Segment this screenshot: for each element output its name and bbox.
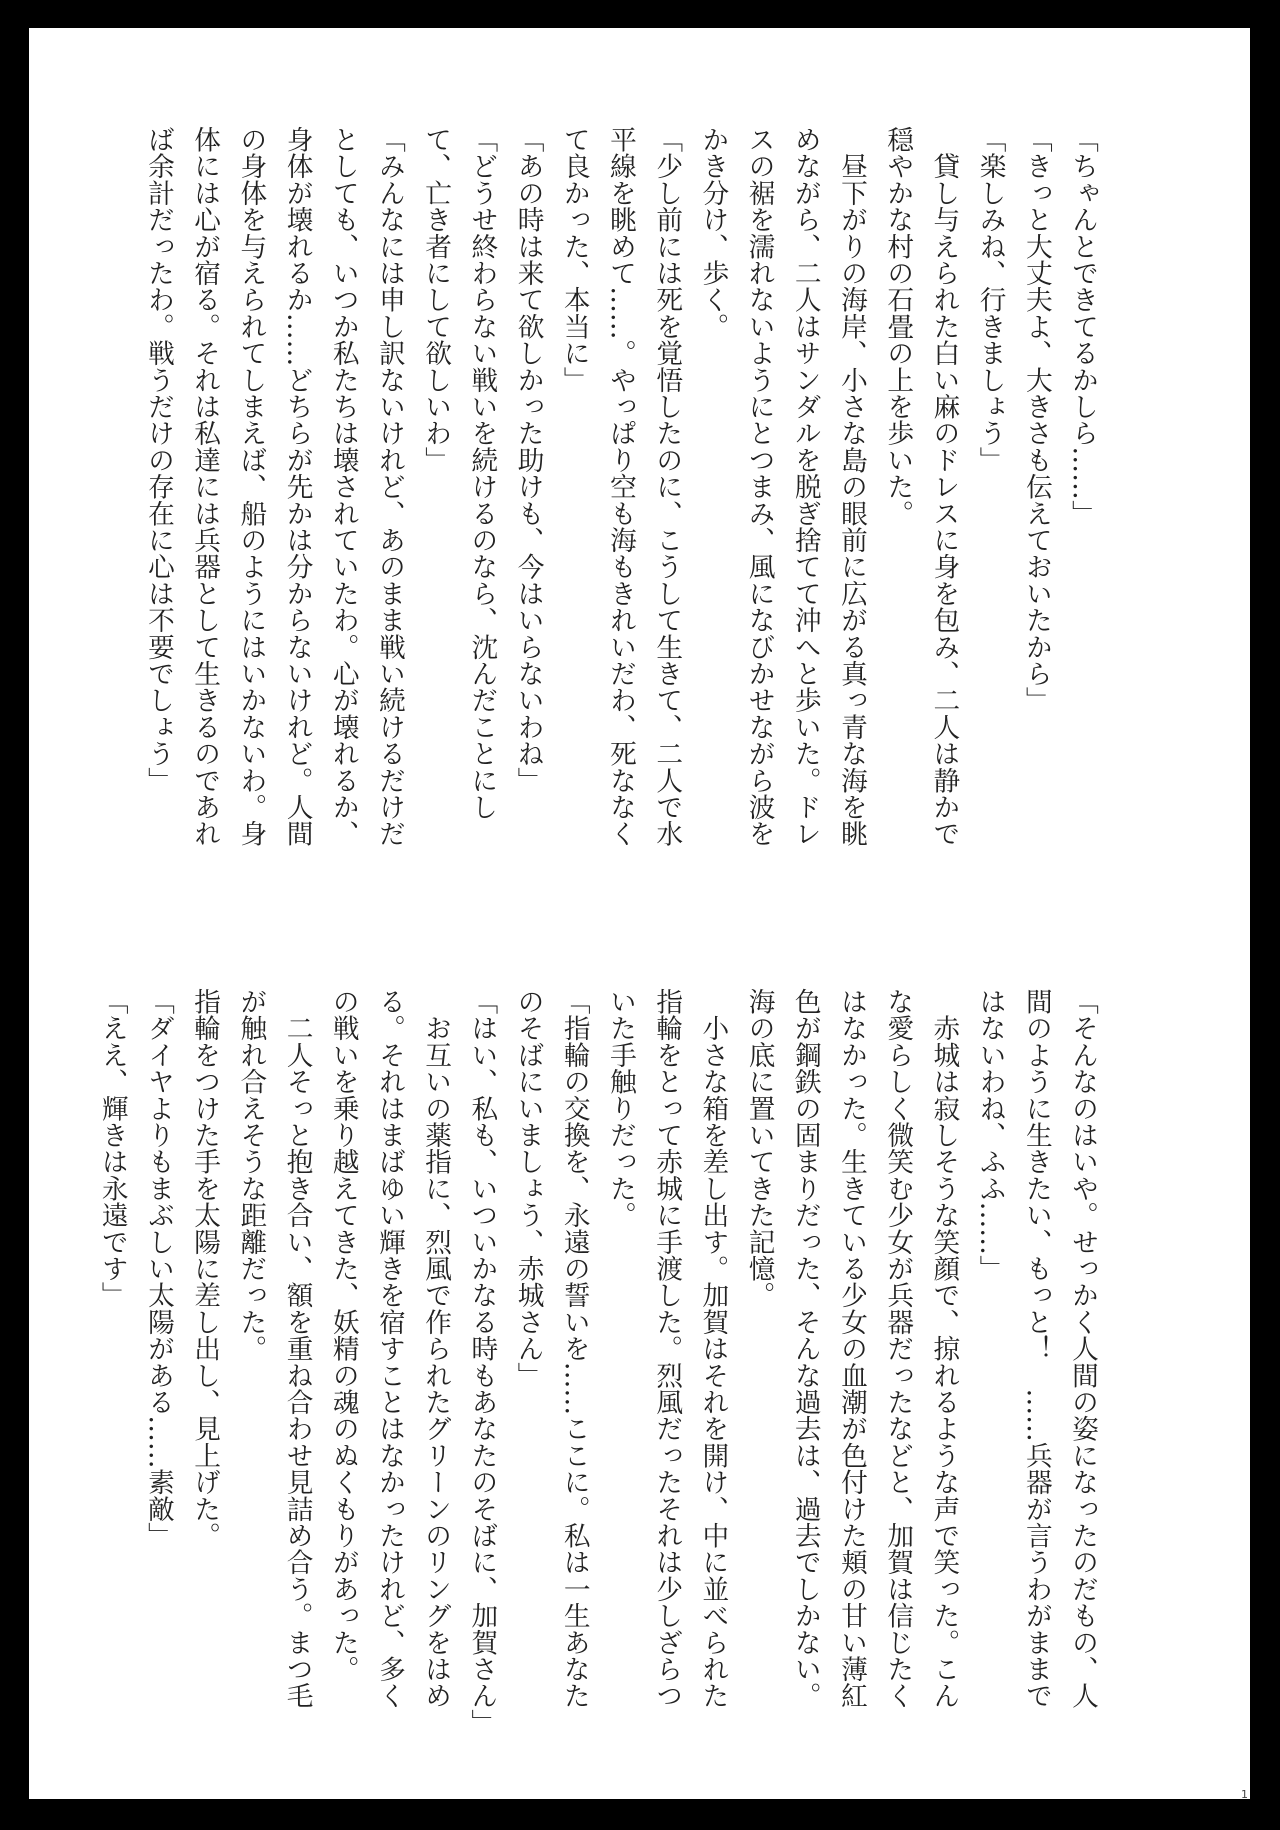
text-line: いた手触りだった。	[604, 988, 636, 1229]
text-line: かき分け、歩く。	[697, 126, 729, 340]
text-line: て、亡き者にして欲しいわ」	[420, 126, 452, 474]
text-line: 「指輪の交換を、永遠の誓いを……ここに。私は一生あなた	[558, 988, 590, 1709]
text-line: スの裾を濡れないようにとつまみ、風になびかせながら波を	[743, 126, 775, 847]
text-line: の戦いを乗り越えてきた、妖精の魂のぬくもりがあった。	[327, 988, 359, 1683]
text-line: の身体を与えられてしまえば、船のようにはいかないわ。身	[235, 126, 267, 847]
text-line: はないわね、ふふ……」	[974, 988, 1006, 1282]
text-line: る。それはまばゆい輝きを宿すことはなかったけれど、多く	[373, 988, 405, 1709]
text-line: 「どうせ終わらない戦いを続けるのなら、沈んだことにし	[466, 126, 498, 821]
text-line: 海の底に置いてきた記憶。	[743, 988, 775, 1309]
text-line: 昼下がりの海岸、小さな島の眼前に広がる真っ青な海を眺	[835, 126, 867, 847]
text-line: 指輪をつけた手を太陽に差し出し、見上げた。	[189, 988, 221, 1549]
page-number: 1	[1241, 1788, 1248, 1801]
text-line: 「みんなには申し訳ないけれど、あのまま戦い続けるだけだ	[373, 126, 405, 847]
text-line: めながら、二人はサンダルを脱ぎ捨てて沖へと歩いた。ドレ	[789, 126, 821, 847]
text-line: 身体が壊れるか……どちらが先かは分からないけれど。人間	[281, 126, 313, 847]
text-line: としても、いつか私たちは壊されていたわ。心が壊れるか、	[327, 126, 359, 847]
text-line: お互いの薬指に、烈風で作られたグリーンのリングをはめ	[420, 988, 452, 1709]
text-line: て良かった、本当に」	[558, 126, 590, 393]
text-line: 穏やかな村の石畳の上を歩いた。	[882, 126, 914, 527]
manuscript-page	[29, 28, 1250, 1799]
text-line: 平線を眺めて……。やっぱり空も海もきれいだわ、死ななく	[604, 126, 636, 847]
text-line: 「ダイヤよりもまぶしい太陽がある……素敵」	[142, 988, 174, 1549]
text-line: 「はい、私も、いついかなる時もあなたのそばに、加賀さん」	[466, 988, 498, 1736]
text-line: 「きっと大丈夫よ、大きさも伝えておいたから」	[1020, 126, 1052, 714]
text-line: 貸し与えられた白い麻のドレスに身を包み、二人は静かで	[928, 126, 960, 847]
text-block-bottom	[96, 988, 1105, 1788]
text-line: 「少し前には死を覚悟したのに、こうして生きて、二人で水	[651, 126, 683, 847]
text-line: 色が鋼鉄の固まりだった、そんな過去は、過去でしかない。	[789, 988, 821, 1709]
text-line: 間のように生きたい、もっと！ ……兵器が言うわがままで	[1020, 988, 1052, 1709]
text-line: 体には心が宿る。それは私達には兵器として生きるのであれ	[189, 126, 221, 847]
text-line: 二人そっと抱き合い、額を重ね合わせ見詰め合う。まつ毛	[281, 988, 313, 1709]
text-line: 赤城は寂しそうな笑顔で、掠れるような声で笑った。こん	[928, 988, 960, 1709]
text-line: 小さな箱を差し出す。加賀はそれを開け、中に並べられた	[697, 988, 729, 1709]
text-line: 「楽しみね、行きましょう」	[974, 126, 1006, 474]
text-line: ば余計だったわ。戦うだけの存在に心は不要でしょう」	[142, 126, 174, 794]
text-block-top	[105, 126, 1105, 926]
text-line: 「あの時は来て欲しかった助けも、今はいらないわね」	[512, 126, 544, 794]
text-line: 「ちゃんとできてるかしら……」	[1067, 126, 1098, 527]
text-line: はなかった。生きている少女の血潮が色付けた頬の甘い薄紅	[835, 988, 867, 1709]
text-line: 「そんなのはいや。せっかく人間の姿になったのだもの、人	[1067, 988, 1098, 1709]
text-line: のそばにいましょう、赤城さん」	[512, 988, 544, 1389]
text-line: が触れ合えそうな距離だった。	[235, 988, 267, 1362]
text-line: 指輪をとって赤城に手渡した。烈風だったそれは少しざらつ	[651, 988, 683, 1709]
text-line: な愛らしく微笑む少女が兵器だったなどと、加賀は信じたく	[882, 988, 914, 1709]
text-line: 「ええ、輝きは永遠です」	[96, 988, 128, 1309]
